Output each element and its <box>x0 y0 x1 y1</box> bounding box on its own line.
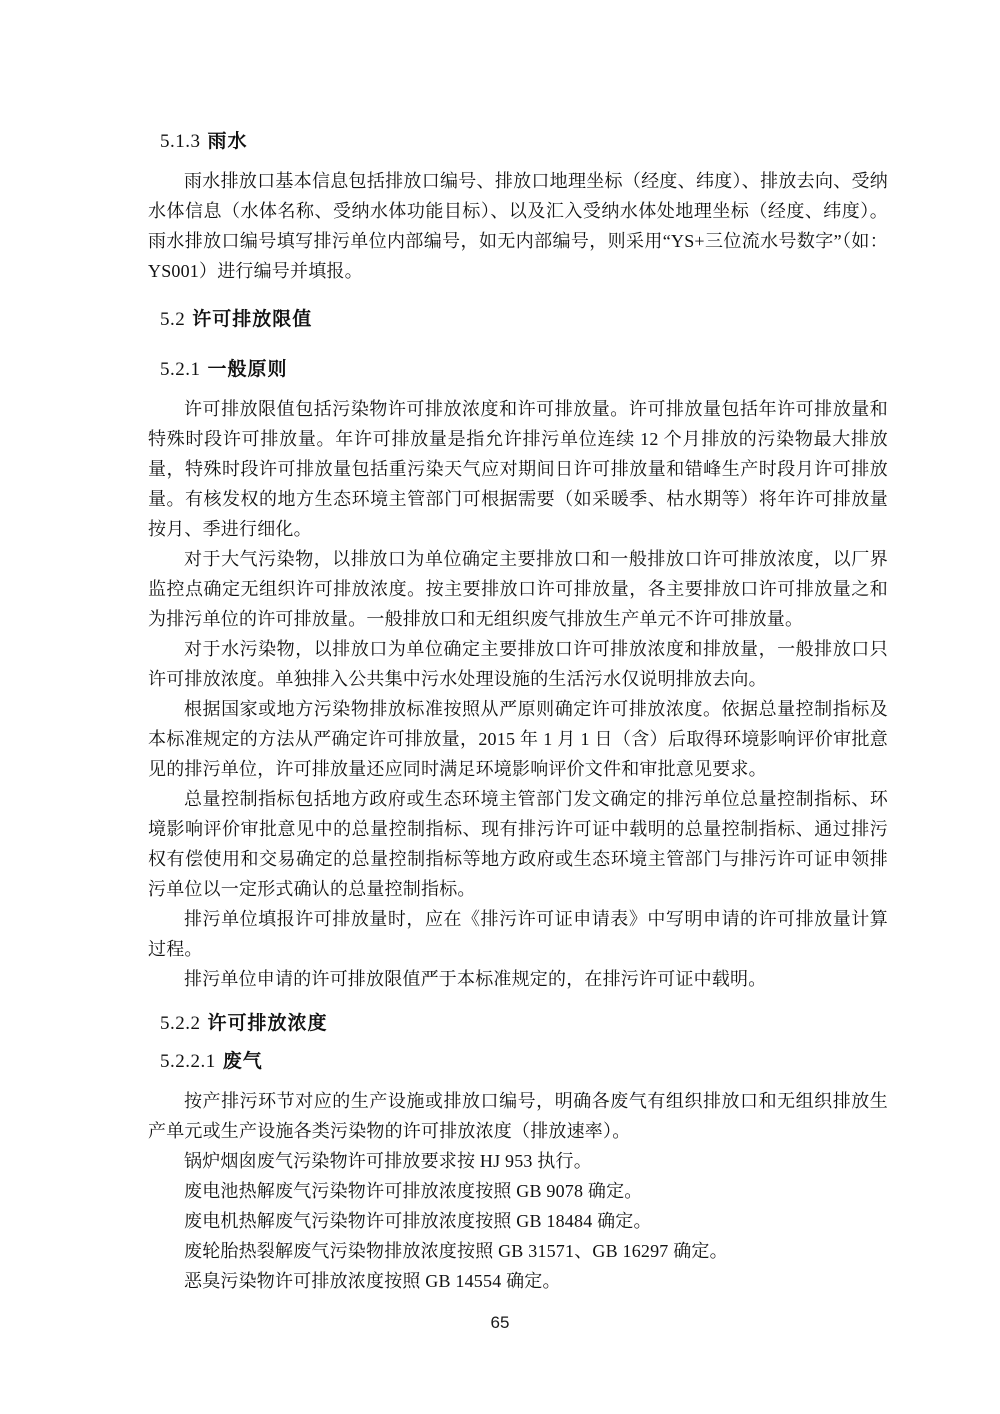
paragraph-application-table: 排污单位填报许可排放量时，应在《排污许可证申请表》中写明申请的许可排放量计算过程。 <box>148 909 888 959</box>
section-heading-5-2-2 <box>160 1012 888 1036</box>
section-number: 5.2.2 <box>160 1013 201 1034</box>
paragraph-air-pollutants: 对于大气污染物，以排放口为单位确定主要排放口和一般排放口许可排放浓度，以厂界监控点确定无组织许可排放浓度。按主要排放口许可排放量，各主要排放口许可排放量之和为排污单位的许可排放量。一般排放口和无组织废气排放生产单元不许可排放量。 <box>148 549 888 629</box>
paragraph-motor-gb18484: 废电机热解废气污染物许可排放浓度按照 GB 18484 确定。 <box>184 1211 652 1231</box>
section-title: 许可排放浓度 <box>207 1013 328 1034</box>
section-title: 一般原则 <box>207 359 288 380</box>
paragraph-tire-gb31571: 废轮胎热裂解废气污染物排放浓度按照 GB 31571、GB 16297 确定。 <box>184 1241 728 1261</box>
page-content <box>148 130 888 1296</box>
section-title: 废气 <box>222 1051 263 1072</box>
section-title: 许可排放限值 <box>192 309 313 330</box>
paragraph-odor-gb14554: 恶臭污染物许可排放浓度按照 GB 14554 确定。 <box>184 1271 561 1291</box>
paragraph-stricter-limits: 排污单位申请的许可排放限值严于本标准规定的，在排污许可证中载明。 <box>184 969 767 989</box>
paragraph-total-control-indicators: 总量控制指标包括地方政府或生态环境主管部门发文确定的排污单位总量控制指标、环境影响评价审批意见中的总量控制指标、现有排污许可证中载明的总量控制指标、通过排污权有偿使用和交易确定的总量控制指标等地方政府或生态环境主管部门与排污许可证申领排污单位以一定形式确认的总量控制指标。 <box>148 789 888 899</box>
paragraph-rainwater-outlets: 雨水排放口基本信息包括排放口编号、排放口地理坐标（经度、纬度）、排放去向、受纳水体信息（水体名称、受纳水体功能目标）、以及汇入受纳水体处地理坐标（经度、纬度）。雨水排放口编号填写排污单位内部编号，如无内部编号，则采用“YS+三位流水号数字”（如：YS001）进行编号并填报。 <box>148 171 888 281</box>
paragraph-gas-concentration-intro: 按产排污环节对应的生产设施或排放口编号，明确各废气有组织排放口和无组织排放生产单元或生产设施各类污染物的许可排放浓度（排放速率）。 <box>148 1091 888 1141</box>
paragraph-battery-gb9078: 废电池热解废气污染物许可排放浓度按照 GB 9078 确定。 <box>184 1181 643 1201</box>
section-number: 5.2.2.1 <box>160 1051 216 1072</box>
section-title: 雨水 <box>207 131 248 152</box>
section-heading-5-1-3 <box>160 130 888 154</box>
section-heading-5-2 <box>160 308 888 332</box>
paragraph-permit-limits-definition: 许可排放限值包括污染物许可排放浓度和许可排放量。许可排放量包括年许可排放量和特殊时段许可排放量。年许可排放量是指允许排污单位连续 12 个月排放的污染物最大排放量，特殊时段许可排放量包括重污染天气应对期间日许可排放量和错峰生产时段月许可排放量。有核发权的地方生态环境主管部门可根据需要（如采暖季、枯水期等）将年许可排放量按月、季进行细化。 <box>148 399 888 539</box>
section-number: 5.2.1 <box>160 359 201 380</box>
paragraph-standards-determination: 根据国家或地方污染物排放标准按照从严原则确定许可排放浓度。依据总量控制指标及本标准规定的方法从严确定许可排放量，2015 年 1 月 1 日（含）后取得环境影响评价审批意见的排污单位，许可排放量还应同时满足环境影响评价文件和审批意见要求。 <box>148 699 888 779</box>
section-number: 5.1.3 <box>160 131 201 152</box>
section-heading-5-2-2-1 <box>160 1050 888 1074</box>
section-heading-5-2-1 <box>160 358 888 382</box>
section-number: 5.2 <box>160 309 186 330</box>
paragraph-water-pollutants: 对于水污染物，以排放口为单位确定主要排放口许可排放浓度和排放量，一般排放口只许可排放浓度。单独排入公共集中污水处理设施的生活污水仅说明排放去向。 <box>148 639 888 689</box>
paragraph-boiler-hj953: 锅炉烟囱废气污染物许可排放要求按 HJ 953 执行。 <box>184 1151 592 1171</box>
page-number: 65 <box>490 1313 510 1332</box>
